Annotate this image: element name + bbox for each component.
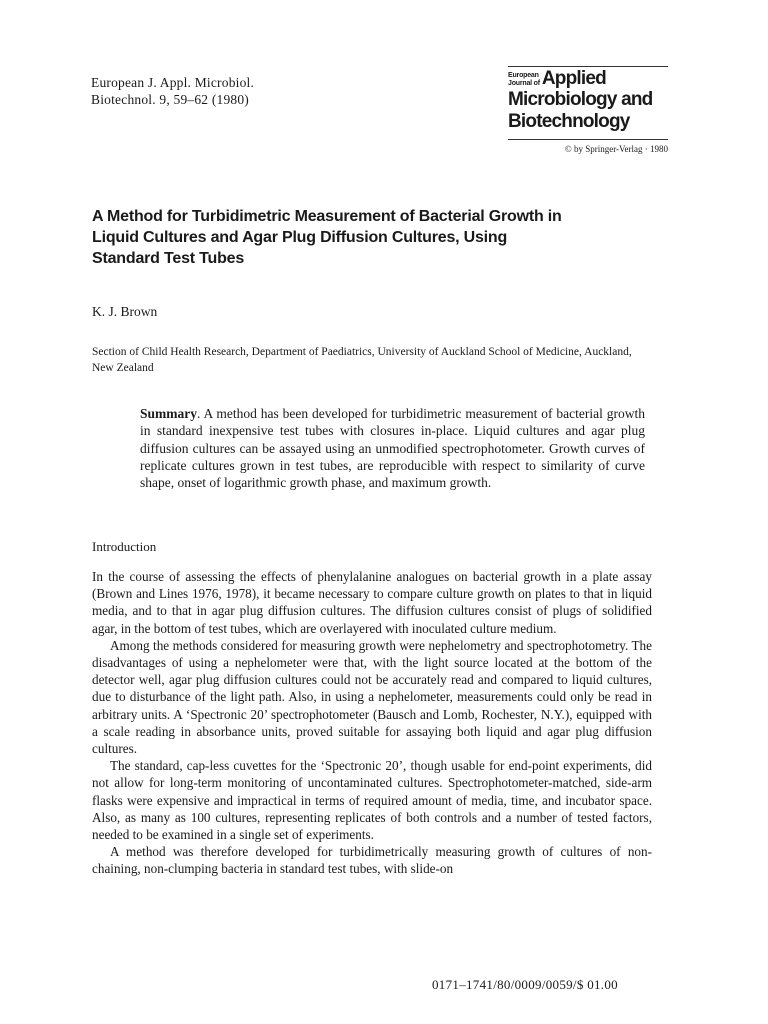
article-author: K. J. Brown	[92, 304, 158, 319]
introduction-body	[92, 568, 652, 878]
copyright-notice: © by Springer-Verlag · 1980	[564, 144, 668, 154]
journal-name-line-3: Biotechnology	[508, 111, 630, 132]
journal-prefix-line-2: Journal of	[508, 79, 540, 87]
journal-prefix-line-1: European	[508, 72, 539, 79]
journal-prefix	[508, 72, 540, 87]
summary-text: . A method has been developed for turbidimetric measurement of bacterial growth in standard inexpensive test tubes with closures in-place. Liquid cultures and agar plug diffusion cultures can be assayed using an unmodified spectrophotometer. Growth curves of replicate cultures grown in test tubes, are reproducible with respect to similarity of curve shape, onset of logarithmic growth phase, and maximum growth.	[140, 406, 645, 491]
summary-abstract	[140, 405, 645, 491]
body-paragraph: Among the methods considered for measuring growth were nephelometry and spectrophotometry. The disadvantages of using a nephelometer were that, with the light source located at the bottom of the detector well, agar plug diffusion cultures could not be accurately read and compared to liquid cultures, due to disturbance of the light path. Also, in using a nephelometer, measurements could only be read in arbitrary units. A ‘Spectronic 20’ spectrophotometer (Bausch and Lomb, Rochester, N.Y.), equipped with a scale reading in absorbance units, proved suitable for assaying both liquid and agar plug diffusion cultures.	[92, 637, 652, 757]
body-paragraph: The standard, cap-less cuvettes for the ‘Spectronic 20’, though usable for end-point experiments, did not allow for long-term monitoring of uncontaminated cultures. Spectrophotometer-matched, side-arm flasks were expensive and impractical in terms of required amount of media, time, and incubator space. Also, as many as 100 cultures, representing replicates of both controls and a number of tested factors, needed to be examined in a single set of experiments.	[92, 758, 652, 843]
journal-citation	[91, 74, 254, 108]
article-code: 0171–1741/80/0009/0059/$ 01.00	[432, 977, 618, 992]
section-heading-introduction: Introduction	[92, 539, 157, 554]
journal-logo	[508, 66, 668, 155]
journal-top-rule	[508, 66, 668, 67]
article-title: A Method for Turbidimetric Measurement of Bacterial Growth in Liquid Cultures and Agar Plug Diffusion Cultures, Using Standard Test Tubes	[92, 208, 562, 267]
body-paragraph: A method was therefore developed for turbidimetrically measuring growth of cultures of non-chaining, non-clumping bacteria in standard test tubes, with slide-on	[92, 844, 652, 877]
summary-label: Summary	[140, 406, 197, 421]
journal-bottom-rule	[508, 139, 668, 140]
author-affiliation: Section of Child Health Research, Department of Paediatrics, University of Auckland School of Medicine, Auckland, New Zealand	[92, 346, 632, 374]
journal-name-word-1: Applied	[541, 68, 606, 89]
citation-line-1: European J. Appl. Microbiol.	[91, 75, 255, 90]
citation-line-2: Biotechnol. 9, 59–62 (1980)	[91, 92, 250, 107]
body-paragraph: In the course of assessing the effects of phenylalanine analogues on bacterial growth in a plate assay (Brown and Lines 1976, 1978), it became necessary to compare culture growth on plates to that in liquid media, and to that in agar plug diffusion cultures. The diffusion cultures consist of plugs of solidified agar, in the bottom of test tubes, which are overlayered with inoculated culture medium.	[92, 569, 652, 636]
journal-name-line-2: Microbiology and	[508, 89, 653, 110]
journal-name-row-1	[508, 69, 668, 89]
